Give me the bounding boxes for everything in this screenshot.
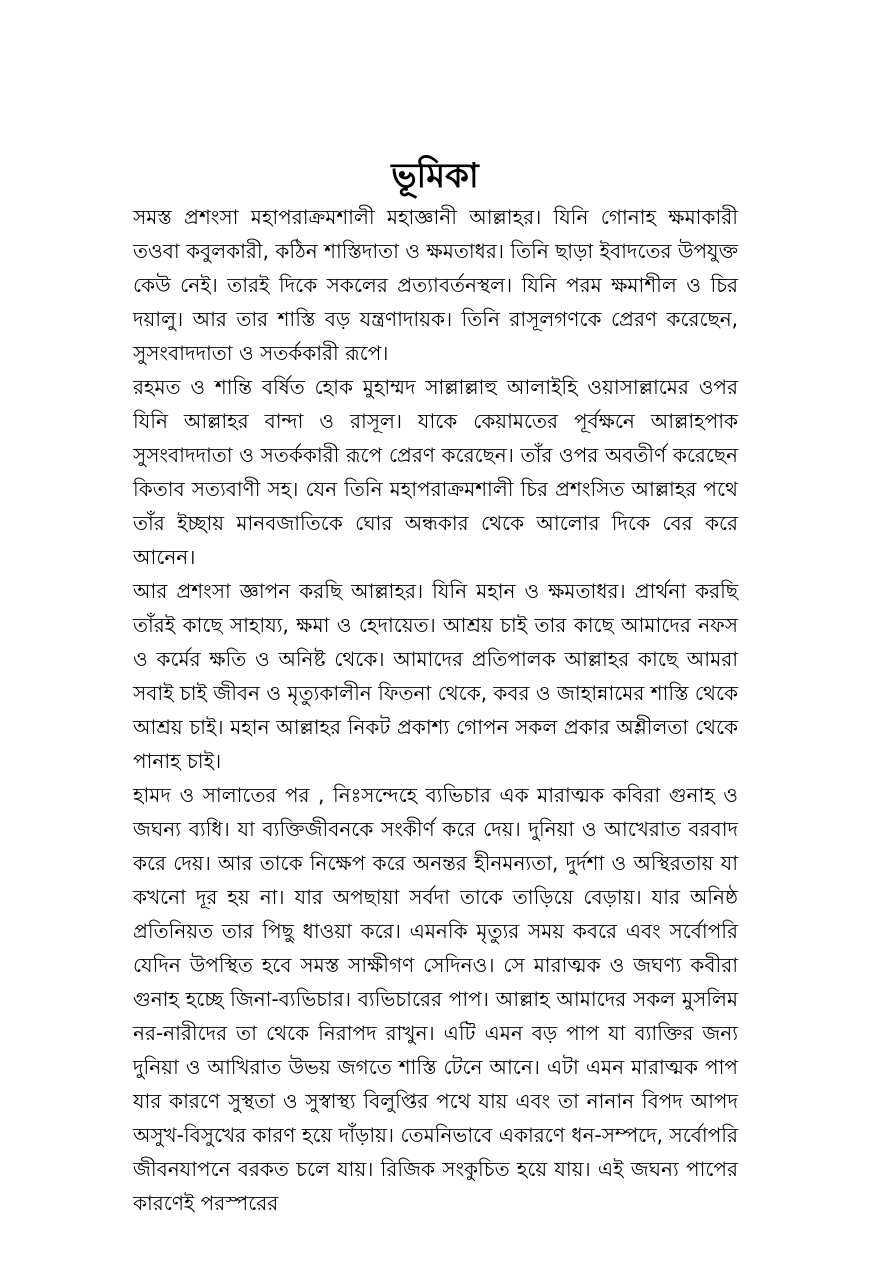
- paragraph-4: হামদ ও সালাতের পর , নিঃসন্দেহে ব্যভিচার এক মারাত্মক কবিরা গুনাহ ও জঘন্য ব্যধি। যা ব্যক্তিজীবনকে সংকীর্ণ করে দেয়। দুনিয়া ও আখেরাত বরবাদ করে দেয়। আর তাকে নিক্ষেপ করে অনন্তর হীনমন্যতা, দুর্দশা ও অস্থিরতায় যা কখনো দূর হয় না। যার অপছায়া সর্বদা তাকে তাড়িয়ে বেড়ায়। যার অনিষ্ঠ প্রতিনিয়ত তার পিছু ধাওয়া করে। এমনকি মৃত্যুর সময় কবরে এবং সর্বোপরি যেদিন উপস্থিত হবে সমস্ত সাক্ষীগণ সেদিনও। সে মারাত্মক ও জঘণ্য কবীরা গুনাহ হচ্ছে জিনা-ব্যভিচার। ব্যভিচারের পাপ। আল্লাহ আমাদের সকল মুসলিম নর-নারীদের তা থেকে নিরাপদ রাখুন। এটি এমন বড় পাপ যা ব্যাক্তির জন্য দুনিয়া ও আখিরাত উভয় জগতে শাস্তি টেনে আনে। এটা এমন মারাত্মক পাপ যার কারণে সুস্থতা ও সুস্বাস্থ্য বিলুপ্তির পথে যায় এবং তা নানান বিপদ আপদ অসুখ-বিসুখের কারণ হয়ে দাঁড়ায়। তেমনিভাবে একারণে ধন-সম্পদে, সর্বোপরি জীবনযাপনে বরকত চলে যায়। রিজিক সংকুচিত হয়ে যায়। এই জঘন্য পাপের কারণেই পরস্পরের: [133, 783, 738, 1215]
- paragraph-1: সমস্ত প্রশংসা মহাপরাক্রমশালী মহাজ্ঞানী আল্লাহর। যিনি গোনাহ ক্ষমাকারী তওবা কবুলকারী, কঠিন শাস্তিদাতা ও ক্ষমতাধর। তিনি ছাড়া ইবাদতের উপযুক্ত কেউ নেই। তারই দিকে সকলের প্রত্যাবর্তনস্থল। যিনি পরম ক্ষমাশীল ও চির দয়ালু। আর তার শাস্তি বড় যন্ত্রণাদায়ক। তিনি রাসূলগণকে প্রেরণ করেছেন, সুসংবাদদাতা ও সতর্ককারী রূপে।: [133, 205, 738, 365]
- paragraph-3: আর প্রশংসা জ্ঞাপন করছি আল্লাহর। যিনি মহান ও ক্ষমতাধর। প্রার্থনা করছি তাঁরই কাছে সাহায্য, ক্ষমা ও হেদায়েত। আশ্রয় চাই তার কাছে আমাদের নফস ও কর্মের ক্ষতি ও অনিষ্ট থেকে। আমাদের প্রতিপালক আল্লাহর কাছে আমরা সবাই চাই জীবন ও মৃত্যুকালীন ফিতনা থেকে, কবর ও জাহান্নামের শাস্তি থেকে আশ্রয় চাই। মহান আল্লাহর নিকট প্রকাশ্য গোপন সকল প্রকার অশ্লীলতা থেকে পানাহ চাই।: [133, 579, 738, 773]
- paragraph-2: রহমত ও শান্তি বর্ষিত হোক মুহাম্মদ সাল্লাল্লাহু আলাইহি ওয়াসাল্লামের ওপর যিনি আল্লাহর বান্দা ও রাসূল। যাকে কেয়ামতের পূর্বক্ষনে আল্লাহপাক সুসংবাদদাতা ও সতর্ককারী রূপে প্রেরণ করেছেন। তাঁর ওপর অবতীর্ণ করেছেন কিতাব সত্যবাণী সহ। যেন তিনি মহাপরাক্রমশালী চির প্রশংসিত আল্লাহর পথে তাঁর ইচ্ছায় মানবজাতিকে ঘোর অন্ধকার থেকে আলোর দিকে বের করে আনেন।: [133, 375, 738, 569]
- page-title: ভূমিকা: [391, 156, 479, 196]
- document-body: [133, 200, 738, 1220]
